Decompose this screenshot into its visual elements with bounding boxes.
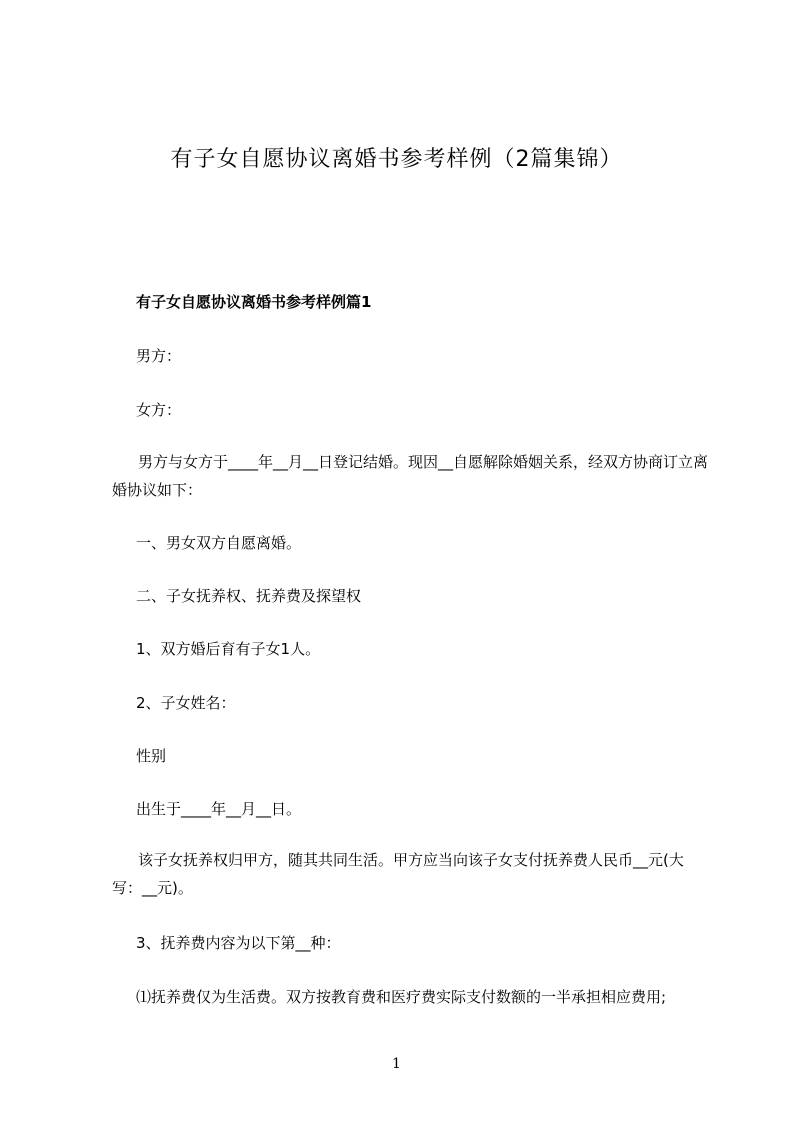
gender-label: 性别 [136,747,167,765]
birth-date: 出生于____年__月__日。 [136,800,302,818]
male-party-label: 男方： [136,347,182,365]
section-heading: 有子女自愿协议离婚书参考样例篇1 [136,293,372,311]
item-3: 3、抚养费内容为以下第__种： [136,934,341,952]
female-party-label: 女方： [136,401,182,419]
clause-2: 二、子女抚养权、抚养费及探望权 [136,587,362,605]
intro-paragraph: 男方与女方于____年__月__日登记结婚。现因__自愿解除婚姻关系，经双方协商订立离婚协议如下： [112,453,709,499]
item-1: 1、双方婚后育有子女1人。 [136,640,321,658]
option-1: ⑴抚养费仅为生活费。双方按教育费和医疗费实际支付数额的一半承担相应费用; [136,988,667,1006]
item-2: 2、子女姓名： [136,694,236,712]
clause-1: 一、男女双方自愿离婚。 [136,534,302,552]
document-title: 有子女自愿协议离婚书参考样例（2篇集锦） [170,147,623,172]
custody-paragraph: 该子女抚养权归甲方，随其共同生活。甲方应当向该子女支付抚养费人民币__元(大写：__元)。 [112,851,684,897]
page-number: 1 [392,1056,401,1072]
